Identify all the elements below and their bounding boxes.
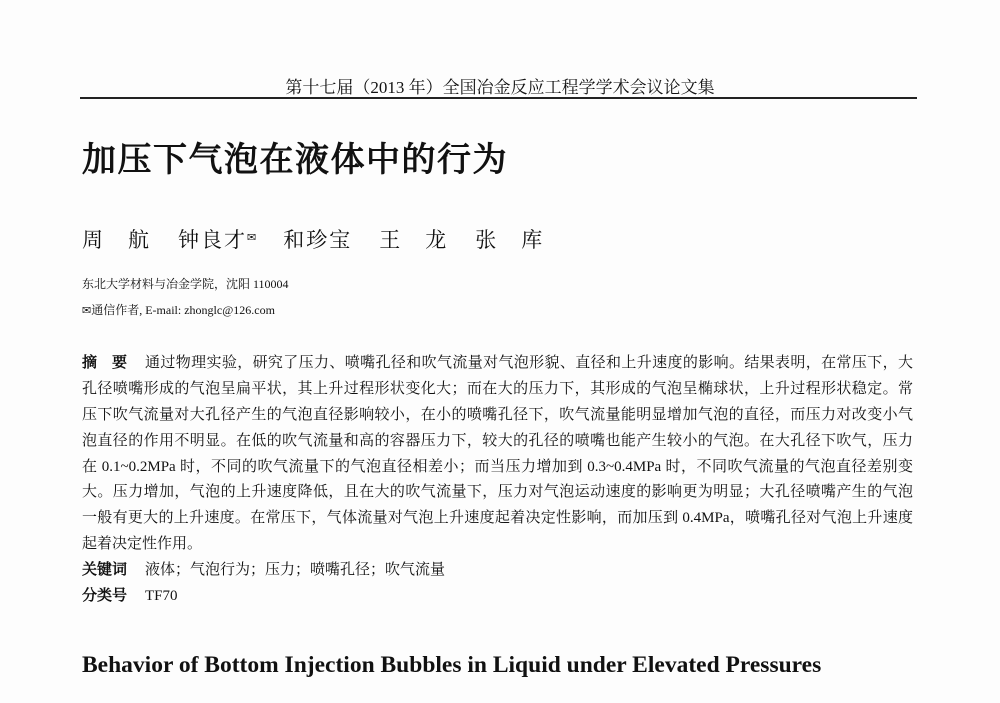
abstract-line: [82, 351, 913, 377]
author-corresponding: [178, 227, 256, 253]
classification-label: 分类号: [82, 588, 128, 605]
header-rule: [80, 97, 917, 99]
paper-title-zh: 加压下气泡在液体中的行为: [82, 140, 508, 180]
keywords-label: 关键词: [82, 562, 128, 579]
abstract-line: 起着决定性作用。: [82, 536, 203, 553]
author-list: [82, 227, 544, 253]
abstract-line: 大。压力增加，气泡的上升速度降低，且在大的吹气流量下，压力对气泡运动速度的影响更为明显；大孔径喷嘴产生的气泡: [82, 484, 913, 501]
classification: [82, 584, 913, 610]
running-header: 第十七届（2013 年）全国冶金反应工程学学术会议论文集: [285, 78, 715, 97]
envelope-icon: ✉: [82, 304, 92, 317]
keywords-value: 液体；气泡行为；压力；喷嘴孔径；吹气流量: [145, 562, 446, 579]
paper-title-en: Behavior of Bottom Injection Bubbles in Liquid under Elevated Pressures: [82, 652, 822, 678]
affiliation: 东北大学材料与冶金学院，沈阳 110004: [82, 277, 289, 291]
abstract-text: 通过物理实验，研究了压力、喷嘴孔径和吹气流量对气泡形貌、直径和上升速度的影响。结果表明，在常压下，大: [145, 355, 913, 371]
abstract-label: 摘 要: [82, 355, 128, 371]
abstract: [82, 351, 913, 610]
author-name: 和珍宝: [283, 228, 353, 252]
abstract-line: 压下吹气流量对大孔径产生的气泡直径影响较小，在小的喷嘴孔径下，吹气流量能明显增加气泡的直径，而压力对改变小气: [82, 406, 913, 423]
author-name: 周 航: [82, 228, 151, 252]
abstract-line: 在 0.1~0.2MPa 时，不同的吹气流量下的气泡直径相差小；而当压力增加到 0.3~0.4MPa 时，不同吹气流量的气泡直径差别变: [82, 458, 913, 475]
author-name: 钟良才: [178, 228, 247, 252]
keywords: [82, 558, 913, 584]
classification-value: TF70: [145, 588, 178, 605]
abstract-line: 一般有更大的上升速度。在常压下，气体流量对气泡上升速度起着决定性影响，而加压到 0.4MPa，喷嘴孔径对气泡上升速度: [82, 510, 913, 527]
envelope-icon: ✉: [247, 231, 257, 244]
abstract-line: 泡直径的作用不明显。在低的吹气流量和高的容器压力下，较大的孔径的喷嘴也能产生较小的气泡。在大孔径下吹气，压力: [82, 432, 913, 449]
correspondence-text: 通信作者, E-mail: zhonglc@126.com: [91, 303, 275, 317]
abstract-line: 孔径喷嘴形成的气泡呈扁平状，其上升过程形状变化大；而在大的压力下，其形成的气泡呈椭球状，上升过程形状稳定。常: [82, 380, 913, 397]
correspondence-line: [82, 302, 275, 319]
author-name: 王 龙: [379, 228, 449, 252]
author-name: 张 库: [475, 228, 545, 252]
